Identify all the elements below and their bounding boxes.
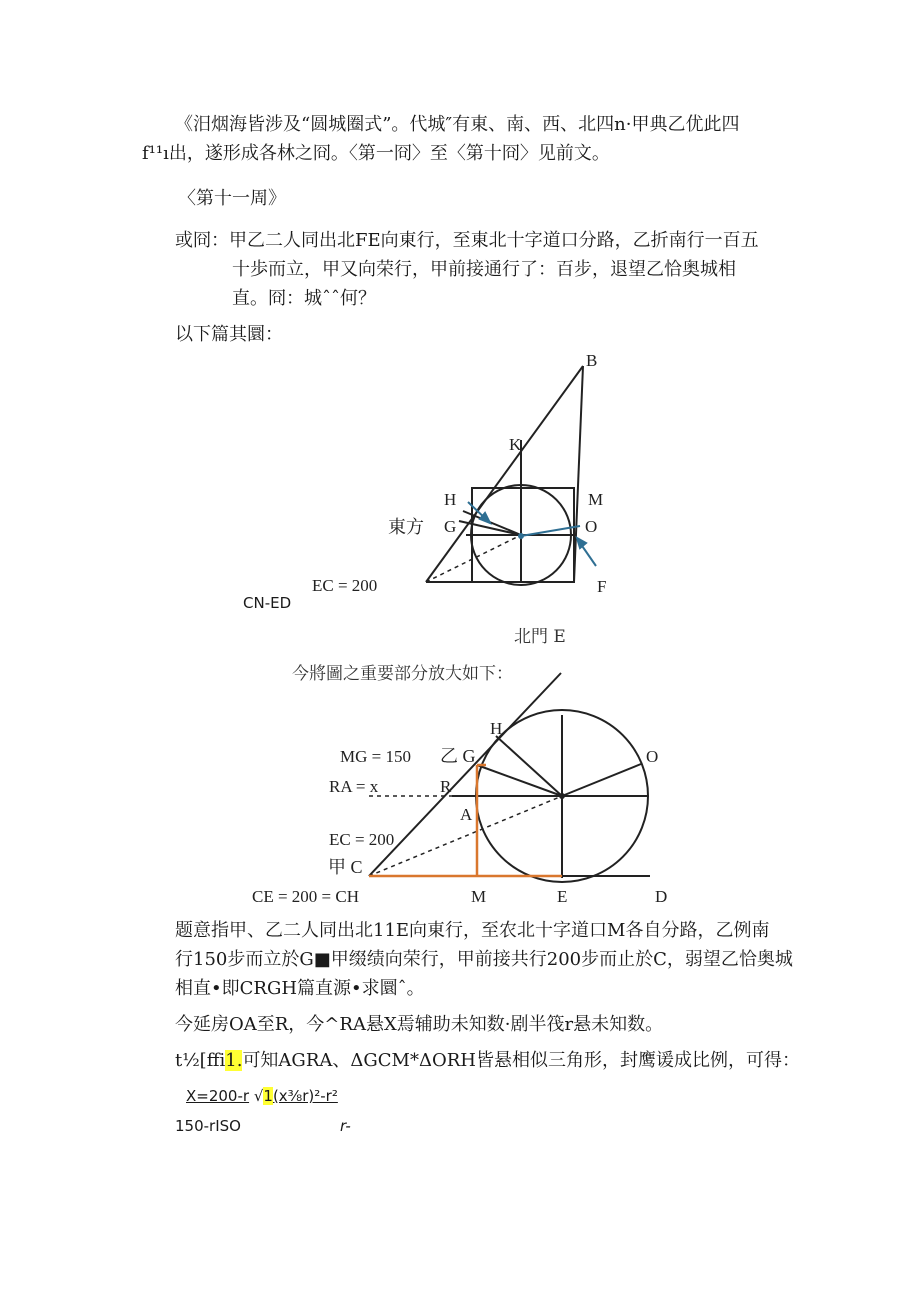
fig1-label-o: O bbox=[585, 517, 598, 536]
fig1-label-g: G bbox=[444, 517, 457, 536]
question-line-2: 十歩而立，甲又向荣行，甲前接通行了：百步，退望乙恰奥城相 bbox=[232, 259, 736, 280]
fig2-label-ec: EC = 200 bbox=[329, 830, 395, 849]
fig2-label-mg: MG = 150 bbox=[340, 747, 411, 766]
fig2-label-ra: RA = x bbox=[329, 777, 379, 796]
intro-line-1: 《汨烟海皆涉及“圆城圈式”。代城″有東、南、西、北四n·甲典乙优此四 bbox=[175, 114, 740, 135]
formula-part-2: (x⅜r)²-r² bbox=[272, 1087, 338, 1105]
fig1-label-h: H bbox=[444, 490, 457, 509]
explain-line-2: 行150步而立於G■甲缀绩向荣行，甲前接共行200步而止於C，弱望乙恰奥城 bbox=[175, 949, 793, 970]
formula-denominator-left: 150-rISO bbox=[175, 1117, 241, 1135]
fig1-label-cned: CN-ED bbox=[243, 594, 292, 612]
fig1-label-f: F bbox=[597, 577, 607, 596]
question-line-3: 直。冏：城ˆˆ何？ bbox=[232, 288, 376, 309]
fig1-label-ec: EC = 200 bbox=[312, 576, 378, 595]
fig2-label-a: A bbox=[460, 805, 473, 824]
fig2-label-d: D bbox=[655, 887, 668, 906]
zoom-caption: 今將圖之重要部分放大如下： bbox=[292, 664, 513, 684]
formula-sqrt-sign: √ bbox=[253, 1087, 264, 1105]
fig2-label-zg: 乙 G bbox=[440, 746, 476, 766]
question-line-1: 或冏：甲乙二人同出北FE向東行，至東北十字道口分路，乙折南行一百五 bbox=[175, 230, 759, 251]
figure-intro: 以下篇其圜： bbox=[175, 324, 283, 345]
fig1-label-b: B bbox=[586, 351, 598, 370]
similar-rest: 可知AGRA、ΔGCM*ΔORH皆悬相似三角形，封鹰谖成比例，可得： bbox=[242, 1050, 800, 1071]
formula-sqrt-highlight: 1 bbox=[263, 1087, 273, 1105]
similar-prefix: t½[ffi bbox=[175, 1050, 226, 1071]
fig2-label-e: E bbox=[557, 887, 568, 906]
fig1-label-north-gate: 北門 E bbox=[514, 627, 566, 647]
fig2-line-o bbox=[562, 764, 641, 796]
fig1-label-k: K bbox=[509, 435, 522, 454]
fig2-line-g bbox=[477, 765, 562, 796]
fig2-center-dot bbox=[559, 793, 565, 799]
similar-highlight: 1. bbox=[225, 1050, 243, 1071]
fig2-line-h bbox=[496, 736, 562, 796]
fig2-label-m: M bbox=[471, 887, 487, 906]
formula-line bbox=[186, 1084, 338, 1108]
intro-line-2: f¹¹ı出，遂形成各林之冏。〈第一冏〉至〈第十冏〉见前文。 bbox=[142, 143, 610, 164]
fig2-label-jc: 甲 C bbox=[328, 857, 363, 877]
explain-line-1: 题意指甲、乙二人同出北11E向東行，至农北十字道口M各自分路，乙例南 bbox=[175, 920, 770, 941]
fig2-label-ce: CE = 200 = CH bbox=[252, 887, 360, 906]
fig2-label-r: R bbox=[440, 777, 452, 796]
fig2-label-o: O bbox=[646, 747, 659, 766]
similar-paragraph bbox=[175, 1049, 800, 1073]
section-title: 〈第十一周》 bbox=[178, 188, 286, 209]
formula-part-1: X=200-r bbox=[186, 1087, 250, 1105]
fig1-label-m: M bbox=[588, 490, 604, 509]
fig2-label-h: H bbox=[490, 719, 503, 738]
fig2-tangent bbox=[369, 673, 561, 876]
explain-line-3: 相直•即CRGH篇直源•求圜ˆ。 bbox=[175, 978, 425, 999]
formula-denominator-right: r- bbox=[340, 1117, 351, 1135]
extend-paragraph: 今延房OA至R，今^RA悬X焉辅助未知数·剧半筏r悬未知数。 bbox=[175, 1014, 664, 1035]
fig1-label-east: 東方 bbox=[388, 517, 424, 537]
